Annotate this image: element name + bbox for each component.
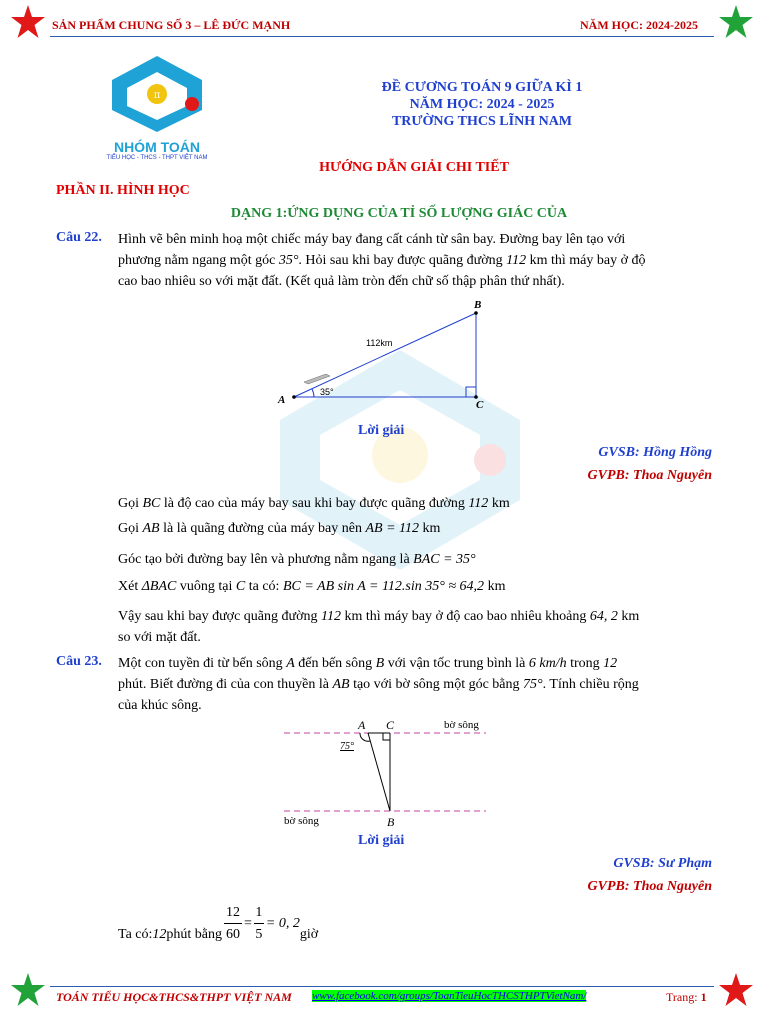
guide-title: HƯỚNG DẪN GIẢI CHI TIẾT: [319, 160, 509, 175]
q22-text: [118, 229, 714, 292]
q23-fig-A: A: [358, 718, 366, 732]
header-rule: [50, 36, 714, 37]
svg-text:π: π: [153, 90, 161, 101]
q22-gvpb: GVPB: Thoa Nguyên: [587, 468, 712, 483]
doc-title-line2: NĂM HỌC: 2024 - 2025: [409, 97, 555, 112]
q22-label: Câu 22.: [56, 230, 102, 245]
q23-fig-angle: 75°: [340, 741, 354, 752]
star-icon: [718, 972, 754, 1008]
q23-line1: Một con tuyền đi từ bến sông A đến bến sông B với vận tốc trung bình là 6 km/h trong 12: [118, 656, 618, 671]
fraction: $\frac{1}{5}$: [254, 902, 264, 945]
q22-line2: phương nằm ngang một góc 35°. Hỏi sau khi bay được quãng đường 112 km thì máy bay ở độ: [118, 253, 646, 268]
fraction: $\frac{12}{60}$: [224, 902, 242, 945]
q23-figure: [280, 716, 490, 828]
q23-fig-bank-bottom: bờ sông: [284, 815, 319, 827]
q22-fig-angle: 35°: [320, 387, 334, 397]
logo-subtext: TIỂU HỌC - THCS - THPT VIỆT NAM: [106, 155, 208, 161]
q23-fig-bank-top: bờ sông: [444, 719, 479, 731]
q22-figure: [270, 296, 500, 414]
star-icon: [10, 972, 46, 1008]
q23-label: Câu 23.: [56, 654, 102, 669]
q22-solution-label: Lời giải: [358, 423, 405, 438]
q23-sol-line1: Ta có: 12 phút bằng $\frac{12}{60}$ = $\frac{1}{5}$ = 0, 2 giờ: [118, 902, 318, 945]
q22-fig-A: A: [278, 394, 286, 406]
footer-left: TOÁN TIỂU HỌC&THCS&THPT VIỆT NAM: [56, 990, 292, 1004]
header-right: NĂM HỌC: 2024-2025: [580, 18, 698, 32]
q23-fig-C: C: [386, 718, 395, 732]
doc-title-line1: ĐỀ CƯƠNG TOÁN 9 GIỮA KÌ 1: [381, 80, 583, 95]
q22-line3: cao bao nhiêu so với mặt đất. (Kết quả làm tròn đến chữ số thập phân thứ nhất).: [118, 274, 565, 289]
header-left: SẢN PHẨM CHUNG SỐ 3 – LÊ ĐỨC MẠNH: [52, 18, 291, 32]
star-icon: [10, 4, 46, 40]
q22-line1: Hình vẽ bên minh hoạ một chiếc máy bay đang cất cánh từ sân bay. Đường bay lên tạo với: [118, 232, 626, 247]
q23-text: [118, 653, 714, 716]
q22-sol-line3: Góc tạo bởi đường bay lên và phương nằm ngang là BAC = 35°: [118, 552, 476, 567]
q22-fig-length: 112km: [366, 338, 393, 348]
page-number: Trang: 1: [666, 990, 707, 1004]
q23-line3: của khúc sông.: [118, 698, 202, 713]
q22-sol-line2: Gọi AB là là quãng đường của máy bay nên AB = 112 km: [118, 521, 441, 536]
star-icon: [718, 4, 754, 40]
q22-sol-line1: Gọi BC là độ cao của máy bay sau khi bay được quãng đường 112 km: [118, 496, 510, 511]
q22-gvsb: GVSB: Hồng Hồng: [598, 445, 712, 460]
logo-icon: [92, 52, 222, 134]
q22-sol-line5: Vậy sau khi bay được quãng đường 112 km thì máy bay ở độ cao bao nhiêu khoảng 64, 2 km so với mặt đất.: [118, 609, 640, 645]
doc-title-line3: TRƯỜNG THCS LĨNH NAM: [391, 114, 573, 129]
footer-facebook-link[interactable]: www.facebook.com/groups/ToanTieuHocTHCSTHPTVietNam/: [312, 990, 587, 1002]
q22-fig-B: B: [474, 299, 482, 311]
form-title: DẠNG 1:ỨNG DỤNG CỦA TỈ SỐ LƯỢNG GIÁC CỦA: [230, 206, 568, 221]
footer-rule: [50, 986, 714, 987]
part-title: PHẦN II. HÌNH HỌC: [56, 183, 190, 198]
q23-gvpb: GVPB: Thoa Nguyên: [587, 879, 712, 894]
logo-text: NHÓM TOÁN: [113, 139, 201, 155]
logo: [92, 52, 222, 161]
q23-fig-B: B: [387, 815, 395, 828]
q23-solution-label: Lời giải: [358, 833, 405, 848]
q23-gvsb: GVSB: Sư Phạm: [613, 856, 712, 871]
q22-sol-line4: Xét ΔBAC vuông tại C ta có: BC = AB sin A = 112.sin 35° ≈ 64,2 km: [118, 579, 506, 594]
q23-line2: phút. Biết đường đi của con thuyền là AB tạo với bờ sông một góc bằng 75°. Tính chiều rộng: [118, 677, 639, 692]
q22-fig-C: C: [476, 399, 484, 411]
